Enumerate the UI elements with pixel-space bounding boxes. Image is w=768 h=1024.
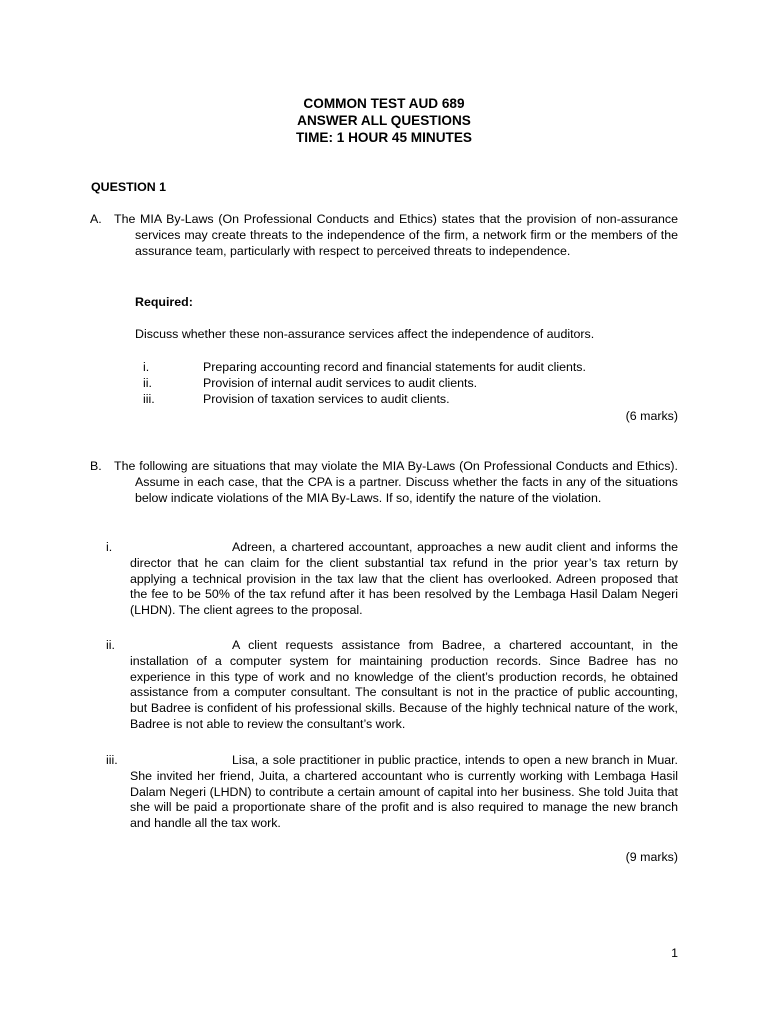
header-course: COMMON TEST AUD 689 [303, 96, 465, 111]
list-item-number: i. [143, 360, 150, 374]
section-b-marks: (9 marks) [625, 850, 678, 864]
list-item-number: ii. [143, 376, 152, 390]
page-number: 1 [671, 946, 678, 960]
list-item [143, 360, 683, 376]
section-b-text [90, 459, 678, 506]
question-title: QUESTION 1 [91, 180, 167, 194]
section-a-paragraph: The MIA By-Laws (On Professional Conducts and Ethics) states that the provision of non-assurance services may create threats to the independence of the firm, a network firm or the members of the assurance team, particularly with respect to perceived threats to independence. [114, 212, 678, 258]
section-a-label: A. [90, 212, 102, 226]
header-instructions: ANSWER ALL QUESTIONS [297, 113, 471, 128]
section-a-list [143, 360, 683, 408]
list-item-number: iii. [143, 392, 155, 406]
header-time: TIME: 1 HOUR 45 MINUTES [296, 130, 472, 145]
list-item-text: Preparing accounting record and financial statements for audit clients. [203, 360, 586, 374]
situation-text: Adreen, a chartered accountant, approaches a new audit client and informs the director that he can claim for the client substantial tax refund in the prior year’s tax return by applying a technical provision in the tax law that the client has overlooked. Adreen proposed that the fee to be 50% of the tax refund after it has been resolved by the Lembaga Hasil Dalam Negeri (LHDN). The client agrees to the proposal. [130, 540, 678, 618]
situation-text: Lisa, a sole practitioner in public practice, intends to open a new branch in Muar. She invited her friend, Juita, a chartered accountant who is currently working with Lembaga Hasil Dalam Negeri (LHDN) to contribute a certain amount of capital into her business. She told Juita that she will be paid a proportionate share of the profit and is also required to manage the new branch and handle all the tax work. [130, 753, 678, 831]
situation-number: iii. [106, 753, 118, 767]
section-a [90, 212, 678, 282]
section-b-paragraph: The following are situations that may violate the MIA By-Laws (On Professional Conducts and Ethics). Assume in each case, that the CPA is a partner. Discuss whether the facts in any of the situations below indicate violations of the MIA By-Laws. If so, identify the nature of the violation. [114, 459, 678, 505]
situation-item [106, 753, 678, 835]
test-header [0, 95, 768, 146]
section-a-marks: (6 marks) [625, 409, 678, 423]
discuss-instruction: Discuss whether these non-assurance services affect the independence of auditors. [135, 327, 595, 341]
list-item [143, 392, 683, 408]
situation-item [106, 540, 678, 620]
section-a-text [90, 212, 678, 259]
list-item-text: Provision of internal audit services to audit clients. [203, 376, 478, 390]
section-b-label: B. [90, 459, 102, 473]
situation-number: i. [106, 540, 113, 554]
list-item [143, 376, 683, 392]
section-b [90, 459, 678, 529]
situation-number: ii. [106, 638, 115, 652]
required-label: Required: [135, 295, 193, 309]
situation-text: A client requests assistance from Badree, a chartered accountant, in the installation of a computer system for maintaining production records. Since Badree has no experience in this type of work and no knowledge of the client’s production records, he obtained assistance from a computer consultant. The consultant is not in the practice of public accounting, but Badree is confident of his professional skills. Because of the highly technical nature of the work, Badree is not able to review the consultant’s work. [130, 638, 678, 731]
list-item-text: Provision of taxation services to audit clients. [203, 392, 450, 406]
situation-item [106, 638, 678, 736]
